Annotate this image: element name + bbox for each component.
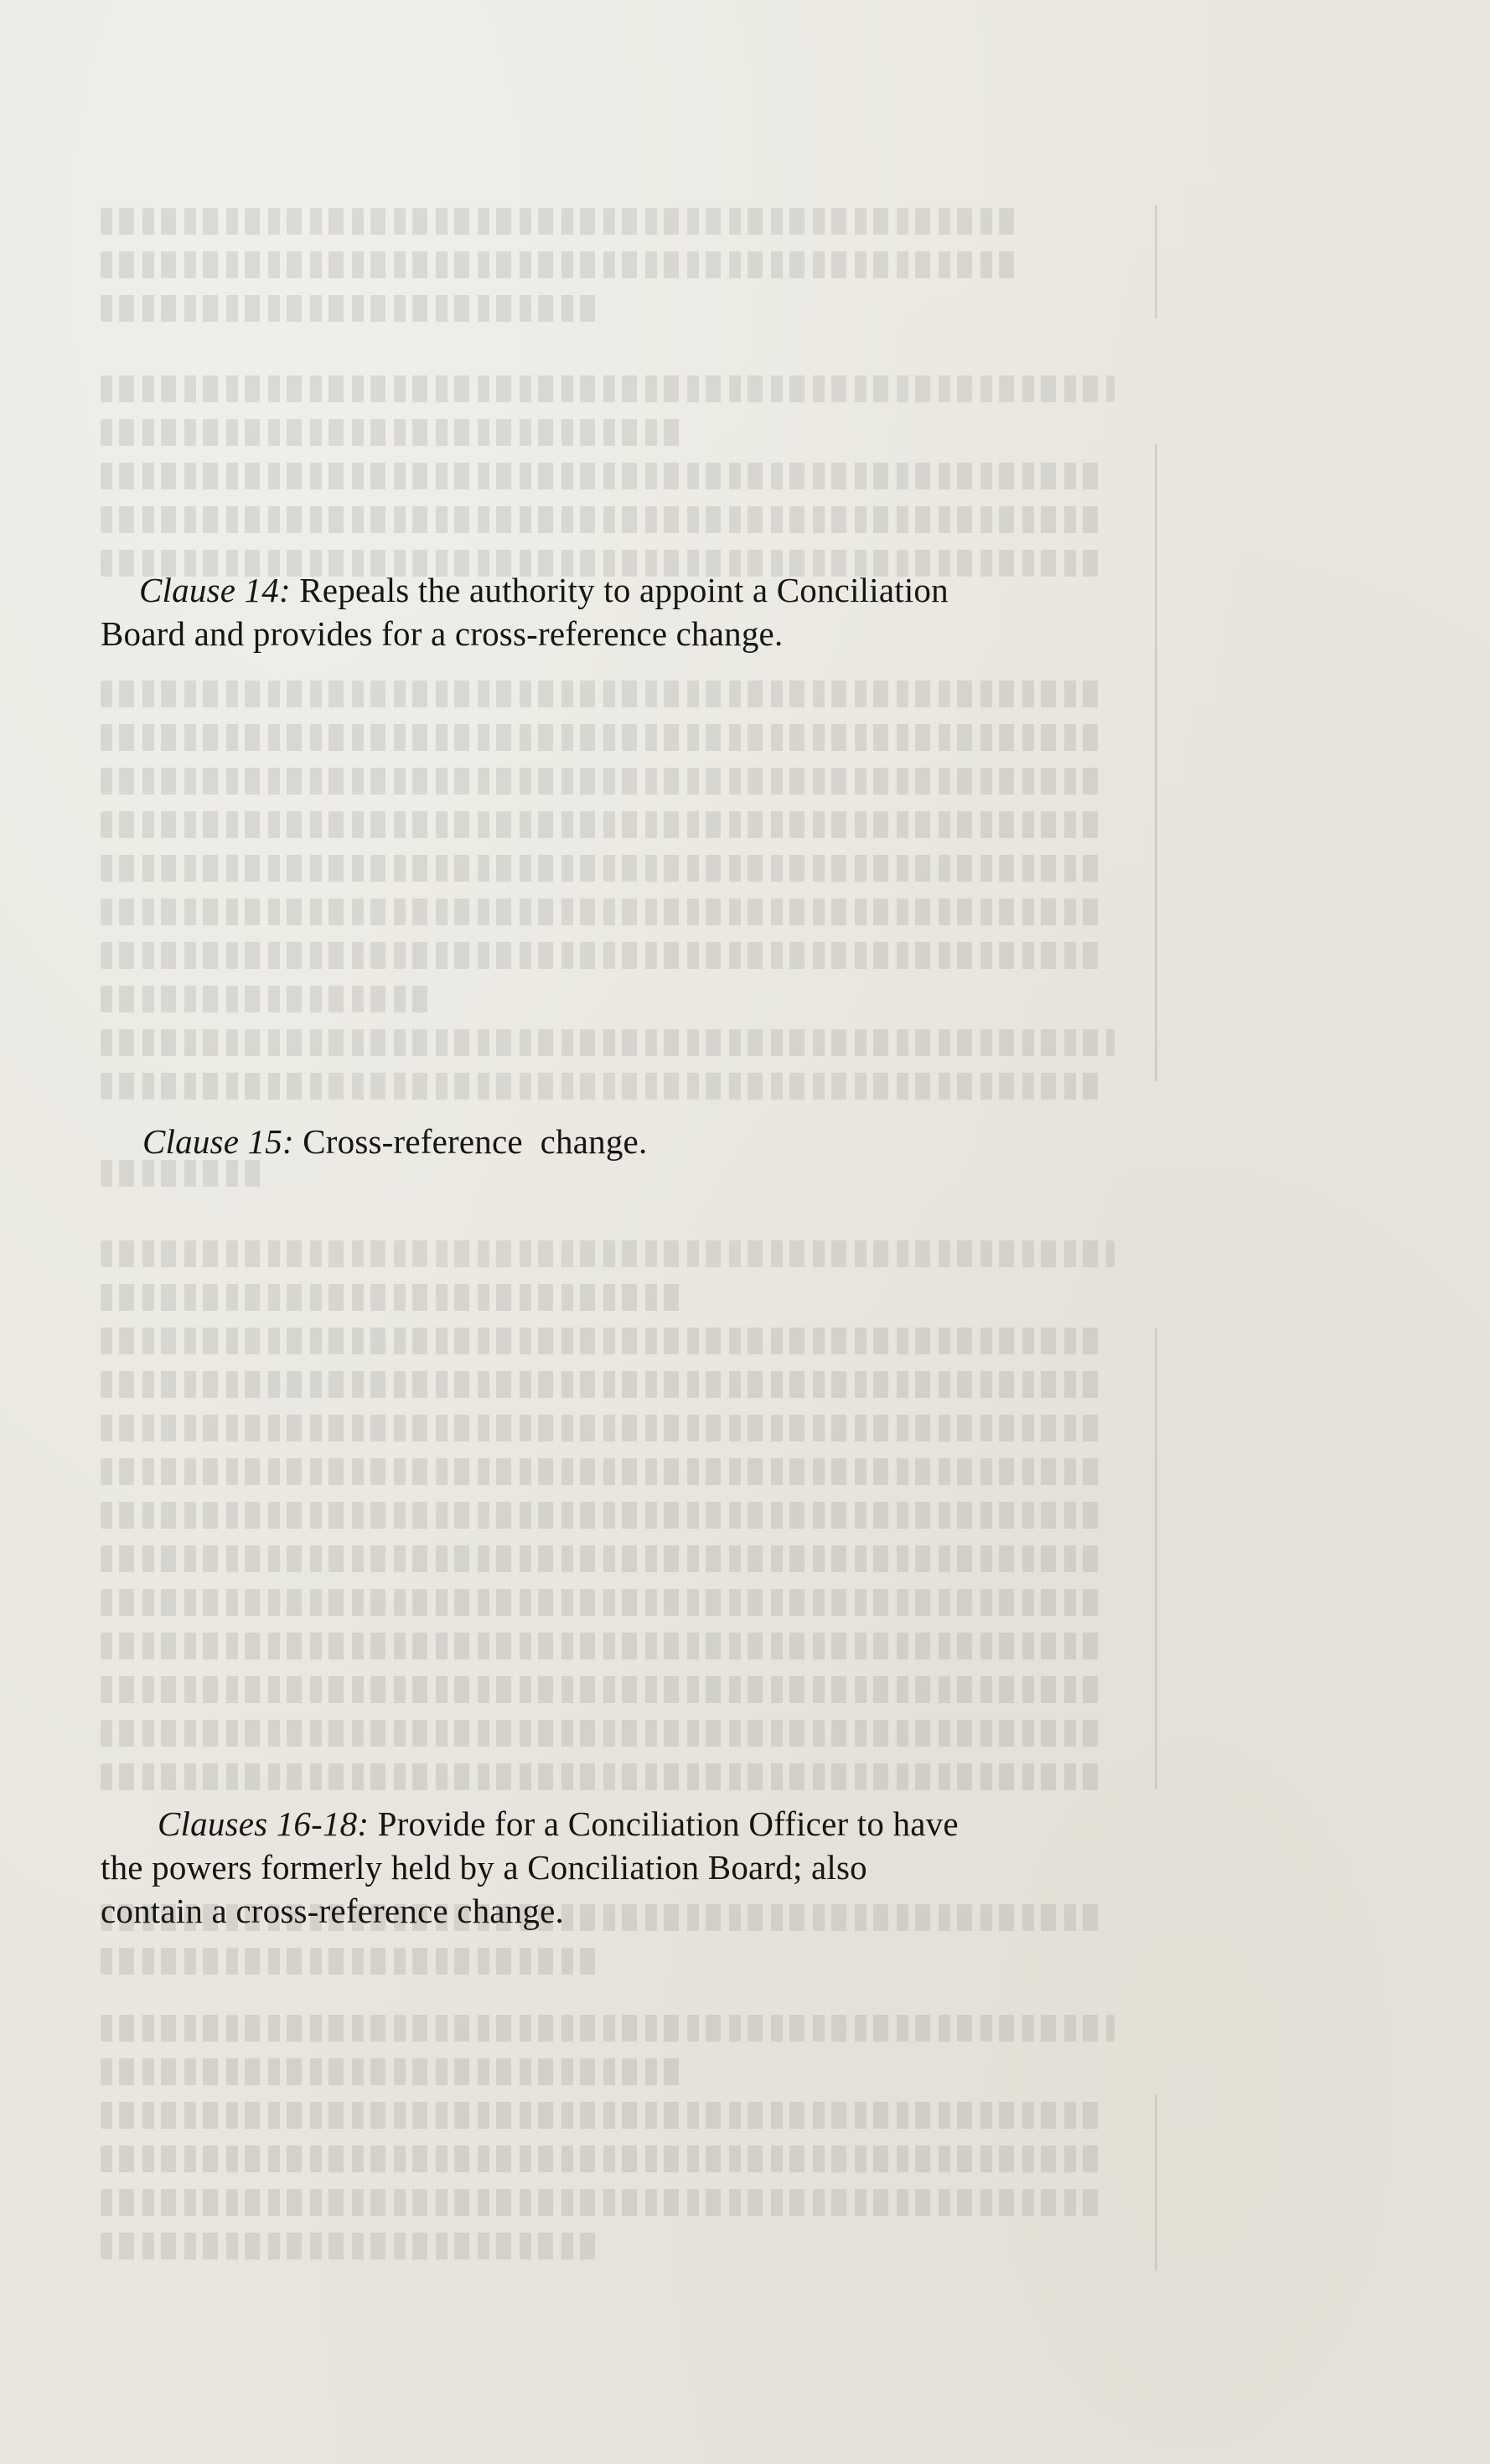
clause-15-reference: Clause 15:	[142, 1122, 294, 1161]
clauses-16-18-line-1	[101, 1802, 1190, 1845]
clause-14-line-1	[101, 568, 1190, 612]
clause-14-reference: Clause 14:	[139, 571, 291, 609]
clause-14-note	[101, 568, 1190, 655]
clauses-16-18-text-line-1: Provide for a Conciliation Officer to have	[377, 1804, 959, 1843]
clause-15-note	[142, 1120, 1148, 1163]
clause-15-line-1	[142, 1120, 1148, 1163]
clauses-16-18-reference: Clauses 16-18:	[158, 1804, 370, 1843]
clauses-16-18-text-line-2: the powers formerly held by a Conciliation Board; also	[101, 1848, 867, 1887]
clauses-16-18-text-line-3: contain a cross-reference change.	[101, 1892, 564, 1930]
clause-14-text-line-1: Repeals the authority to appoint a Conciliation	[299, 571, 949, 609]
clauses-16-18-note	[101, 1802, 1190, 1933]
clause-14-text-line-2: Board and provides for a cross-reference change.	[101, 614, 784, 653]
clause-15-text-line-1: Cross-reference change.	[303, 1122, 648, 1161]
